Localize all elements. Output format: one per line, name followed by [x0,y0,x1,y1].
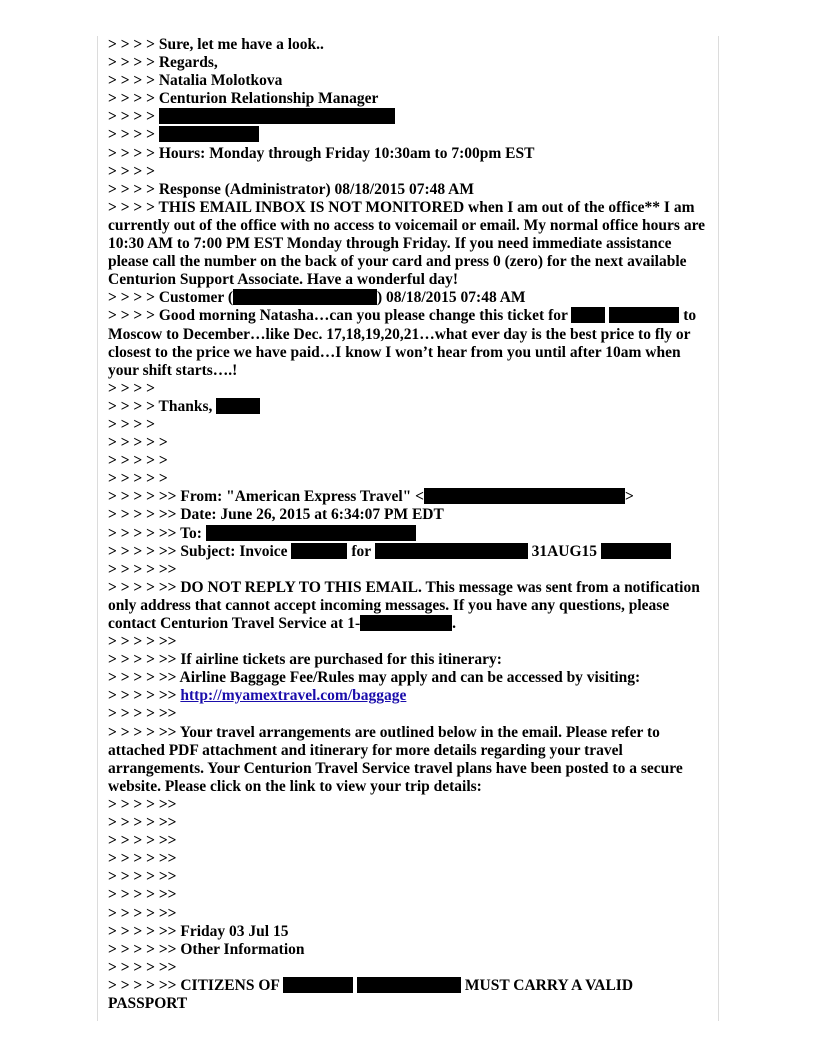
line-text: > > > > Thanks, [108,397,217,415]
airline-tickets-line [108,651,712,669]
baggage-fee-line [108,669,712,687]
other-information-line [108,941,712,959]
redaction-block [357,977,461,993]
page-border-right [718,36,719,1021]
line-text: > [624,488,634,506]
redaction-block [216,398,260,414]
line-text: to Moscow to December…like Dec. 17,18,19,20,21…what ever day is the best price to fly or closest to the price we have paid…I know I won’t hear from you until after 10am when your shift starts….! [108,307,697,379]
line-text: > > > > >> DO NOT REPLY TO THIS EMAIL. This message was sent from a notification only address that cannot accept incoming messages. If you have any questions, please contact Centurion Travel Service at 1- [108,578,700,632]
line-text: > > > > Regards, [108,54,218,72]
auto-reply-paragraph [108,199,712,289]
quoted-line [108,163,712,181]
redaction-block [571,307,605,323]
line-text: > > > > >> Date: June 26, 2015 at 6:34:07 PM EDT [108,506,444,524]
line-text: > > > > >> [108,633,177,651]
line-text: > > > > >> Airline Baggage Fee/Rules may apply and can be accessed by visiting: [108,669,641,687]
page-border-left [97,36,98,1021]
line-text: MUST CARRY A VALID PASSPORT [108,976,634,1012]
line-text: > > > > [108,108,159,126]
line-text: > > > > >> [108,904,177,922]
quoted-line [108,380,712,398]
line-text: > > > > >> [108,886,177,904]
line-text: > > > > >> [108,832,177,850]
customer-header [108,289,712,307]
line-text: > > > > >> [108,687,181,705]
quoted-line [108,126,712,144]
quoted-line [108,850,712,868]
redaction-block [601,543,671,559]
line-text: > > > > >> [108,814,177,832]
line-text: > > > > Sure, let me have a look.. [108,36,324,53]
thanks-line [108,398,712,416]
signature-name [108,72,712,90]
line-text: > > > > > [108,434,168,452]
line-text: . [452,615,456,632]
quoted-line [108,434,712,452]
quoted-line [108,905,712,923]
quoted-line [108,814,712,832]
customer-message-paragraph [108,307,712,379]
line-text: ) 08/18/2015 07:48 AM [377,289,526,307]
line-text: > > > > >> Friday 03 Jul 15 [108,922,289,940]
passport-notice-paragraph [108,977,712,1013]
quoted-line [108,868,712,886]
line-text: > > > > >> If airline tickets are purchased for this itinerary: [108,651,502,669]
line-text: > > > > [108,379,155,397]
quoted-line [108,959,712,977]
subject-header [108,543,712,561]
line-text: > > > > >> [108,850,177,868]
baggage-link[interactable]: http://myamextravel.com/baggage [180,687,407,705]
quoted-line [108,796,712,814]
quoted-line [108,633,712,651]
line-text: > > > > >> [108,958,177,976]
redaction-block [360,615,452,631]
quoted-line [108,108,712,126]
line-text: > > > > Hours: Monday through Friday 10:30am to 7:00pm EST [108,144,535,162]
line-text: > > > > > [108,452,168,470]
redaction-block [609,307,679,323]
redaction-block [375,543,528,559]
do-not-reply-paragraph [108,579,712,633]
travel-arrangements-paragraph [108,724,712,796]
trip-date-line [108,923,712,941]
redaction-block [424,488,625,504]
line-text: > > > > THIS EMAIL INBOX IS NOT MONITORED when I am out of the office** I am currently out of the office with no access to voicemail or email. My normal office hours are 10:30 AM to 7:00 PM EST Monday through Friday. If you need immediate assistance please call the number on the back of your card and press 0 (zero) for the next available Centurion Support Associate. Have a wonderful day! [108,198,706,289]
line-text: > > > > [108,126,159,144]
line-text: > > > > >> [108,868,177,886]
redaction-block [233,289,377,305]
response-header [108,181,712,199]
quoted-line [108,832,712,850]
quoted-line [108,54,712,72]
baggage-link-line [108,687,712,705]
quoted-line [108,36,712,54]
redaction-block [283,977,353,993]
line-text: > > > > [108,162,155,180]
line-text: > > > > Centurion Relationship Manager [108,90,379,108]
redaction-block [206,525,416,541]
line-text: > > > > >> Subject: Invoice [108,542,292,560]
line-text: > > > > >> Your travel arrangements are outlined below in the email. Please refer to attached PDF attachment and itinerary for more details regarding your travel arrangements. Your Centurion Travel Service travel plans have been posted to a secure website. Please click on the link to view your trip details: [108,723,683,795]
line-text: > > > > Customer ( [108,289,234,307]
line-text: > > > > Natalia Molotkova [108,72,283,90]
from-header [108,488,712,506]
line-text: > > > > >> [108,795,177,813]
signature-hours [108,145,712,163]
line-text: for [347,542,375,560]
date-header [108,506,712,524]
redaction-block [159,126,259,142]
line-text: > > > > Response (Administrator) 08/18/2015 07:48 AM [108,180,474,198]
line-text: 31AUG15 [527,542,601,560]
line-text: > > > > >> From: "American Express Travel" < [108,488,424,506]
line-text: > > > > >> [108,705,177,723]
line-text: > > > > >> Other Information [108,940,305,958]
line-text: > > > > [108,415,155,433]
line-text: > > > > >> [108,560,177,578]
quoted-line [108,416,712,434]
signature-title [108,90,712,108]
quoted-line [108,470,712,488]
quoted-line [108,452,712,470]
quoted-line [108,561,712,579]
redaction-block [291,543,347,559]
quoted-line [108,705,712,723]
line-text: > > > > Good morning Natasha…can you please change this ticket for [108,307,572,325]
line-text: > > > > >> To: [108,524,206,542]
line-text: > > > > >> CITIZENS OF [108,976,284,994]
email-thread-body [108,36,712,1013]
line-text: > > > > > [108,470,168,488]
to-header [108,525,712,543]
quoted-line [108,886,712,904]
redaction-block [159,108,395,124]
